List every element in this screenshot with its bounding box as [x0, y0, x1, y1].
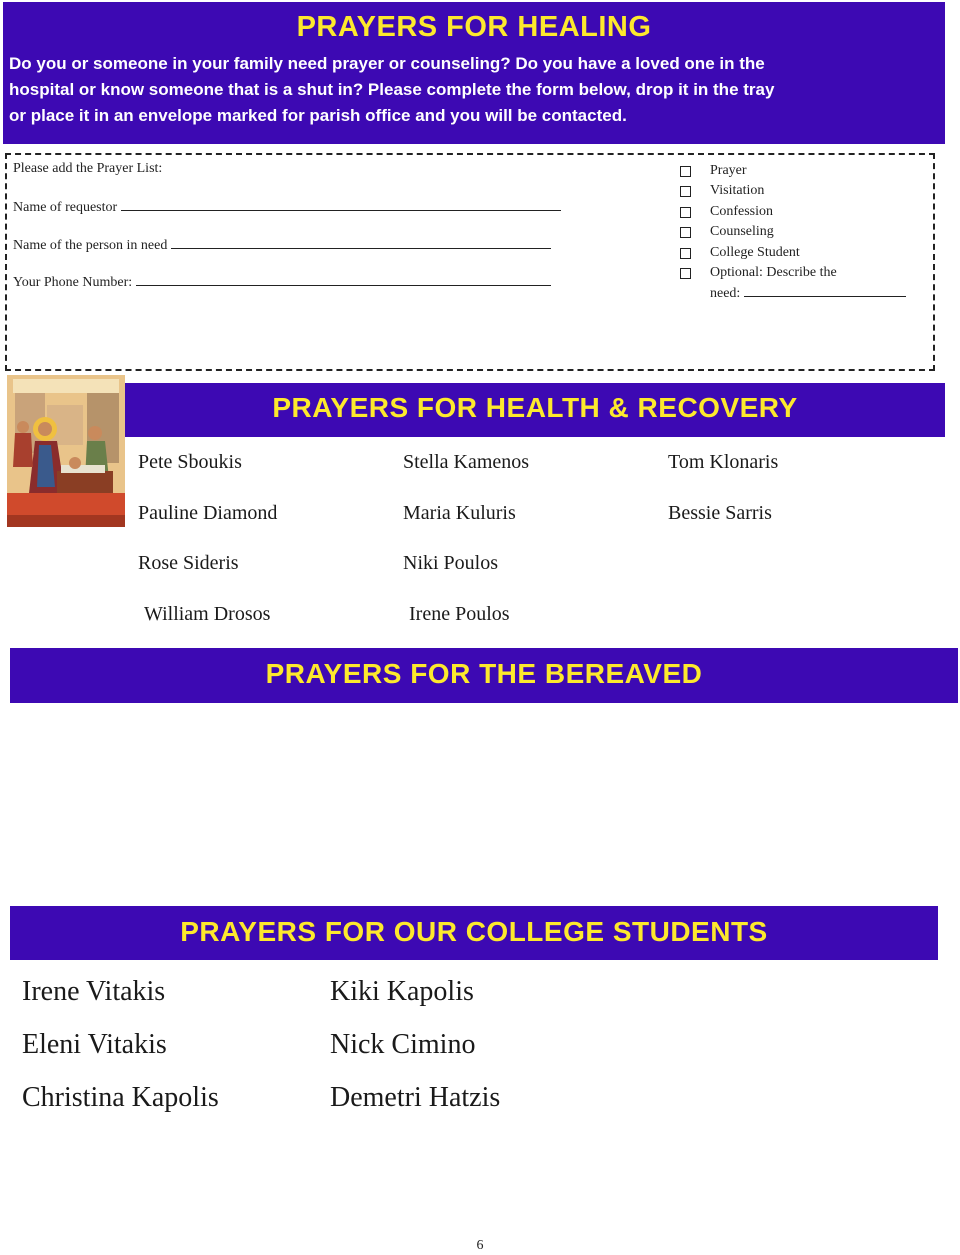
checkbox-icon[interactable]	[680, 186, 691, 197]
list-item: Tom Klonaris	[668, 451, 779, 473]
healing-icon-image	[7, 375, 125, 527]
phone-line[interactable]	[136, 274, 551, 286]
phone-label: Your Phone Number:	[13, 275, 133, 290]
page-number: 6	[476, 1238, 484, 1253]
person-in-need-label: Name of the person in need	[13, 238, 168, 253]
intro-line: or place it in an envelope marked for parish office and you will be contacted.	[9, 106, 627, 125]
list-item: Eleni Vitakis	[22, 1029, 167, 1060]
person-in-need-line[interactable]	[171, 237, 551, 249]
need-label: need:	[710, 286, 741, 301]
list-item: Nick Cimino	[330, 1029, 476, 1060]
list-item: Irene Vitakis	[22, 976, 166, 1007]
list-item: Bessie Sarris	[668, 502, 772, 524]
checkbox-icon[interactable]	[680, 248, 691, 259]
bereaved-banner	[10, 648, 958, 703]
healing-title: PRAYERS FOR HEALING	[296, 11, 652, 43]
person-in-need-field[interactable]	[13, 237, 551, 254]
list-item: Irene Poulos	[409, 603, 510, 625]
prayer-request-form: Please add the Prayer List: Name of requestor Name of the person in need Your Phone Number: Prayer Visitation Confession Counseling College Student Optional: Describe the need:	[5, 153, 935, 371]
list-item: Christina Kapolis	[22, 1082, 219, 1113]
healing-intro	[9, 51, 939, 129]
list-item: William Drosos	[144, 603, 271, 625]
checkbox-icon[interactable]	[680, 227, 691, 238]
icon-painting	[7, 375, 125, 527]
requestor-line[interactable]	[121, 199, 561, 211]
requestor-field[interactable]	[13, 199, 561, 216]
list-item: Stella Kamenos	[403, 451, 530, 473]
college-banner	[10, 906, 938, 960]
health-banner	[125, 383, 945, 437]
checkbox-icon[interactable]	[680, 268, 691, 279]
form-heading: Please add the Prayer List:	[13, 161, 163, 176]
intro-line: Do you or someone in your family need prayer or counseling? Do you have a loved one in the	[9, 54, 765, 73]
list-item: Pete Sboukis	[138, 451, 242, 473]
list-item: Niki Poulos	[403, 552, 499, 574]
intro-line: hospital or know someone that is a shut in? Please complete the form below, drop it in the tray	[9, 80, 775, 99]
checkbox-icon[interactable]	[680, 207, 691, 218]
healing-banner	[3, 2, 945, 144]
list-item: Rose Sideris	[138, 552, 239, 574]
list-item: Kiki Kapolis	[330, 976, 474, 1007]
checkbox-icon[interactable]	[680, 166, 691, 177]
list-item: Pauline Diamond	[138, 502, 278, 524]
bereaved-title: PRAYERS FOR THE BEREAVED	[265, 658, 703, 689]
list-item: Demetri Hatzis	[330, 1082, 501, 1113]
health-title: PRAYERS FOR HEALTH & RECOVERY	[272, 392, 798, 423]
requestor-label: Name of requestor	[13, 200, 118, 215]
list-item: Maria Kuluris	[403, 502, 516, 524]
college-title: PRAYERS FOR OUR COLLEGE STUDENTS	[180, 916, 768, 947]
need-line[interactable]	[744, 285, 906, 297]
phone-field[interactable]	[13, 274, 551, 291]
